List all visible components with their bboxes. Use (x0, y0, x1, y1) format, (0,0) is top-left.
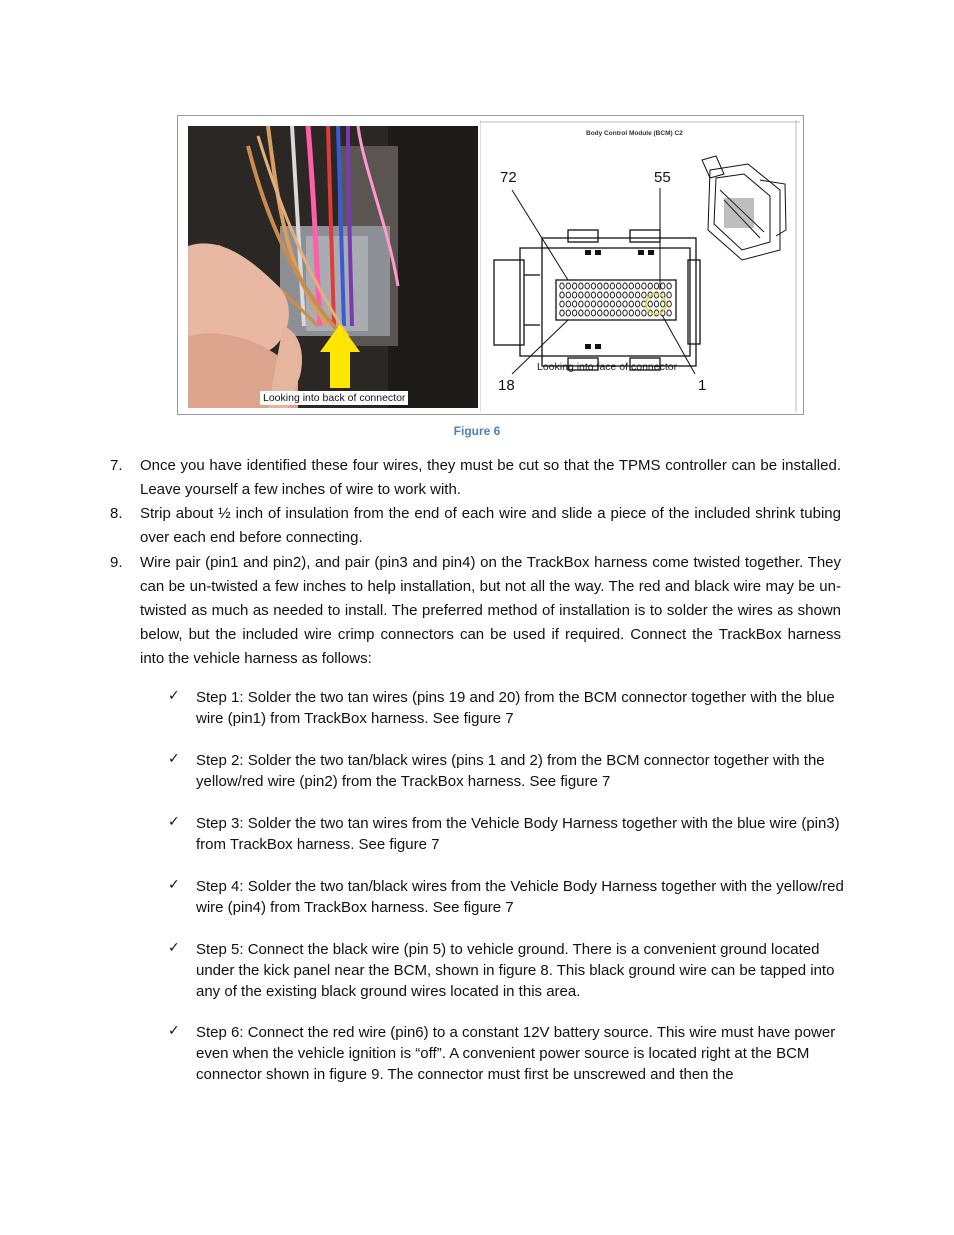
connector-pin (667, 310, 671, 316)
step-2 (168, 750, 844, 792)
connector-pin (661, 301, 665, 307)
connector-pin (585, 292, 589, 298)
connector-pin (572, 283, 576, 289)
step-4 (168, 876, 844, 918)
connector-pin (591, 310, 595, 316)
connector-pin (610, 301, 614, 307)
connector-pin (585, 301, 589, 307)
checkmark-icon: ✓ (168, 1023, 180, 1039)
connector-pin (598, 292, 602, 298)
list-item-8 (110, 502, 841, 550)
connector-pin (629, 310, 633, 316)
step-text: Step 5: Connect the black wire (pin 5) to vehicle ground. There is a convenient ground located under the kick panel near the BCM, shown in figure 8. This black ground wire can be tapped into any of the existing black ground wires located in this area. (196, 941, 835, 1000)
connector-pin (642, 292, 646, 298)
step-6 (168, 1022, 844, 1085)
connector-pin (648, 301, 652, 307)
item-text: Strip about ½ inch of insulation from the end of each wire and slide a piece of the included shrink tubing over each end before connecting. (140, 505, 841, 546)
figure-caption: Figure 6 (453, 424, 501, 438)
list-item-9 (110, 551, 841, 671)
connector-pin (629, 292, 633, 298)
step-text: Step 2: Solder the two tan/black wires (pins 1 and 2) from the BCM connector together with the yellow/red wire (pin2) from the TrackBox harness. See figure 7 (196, 752, 825, 790)
connector-pin (585, 310, 589, 316)
step-1 (168, 687, 844, 729)
connector-pin (654, 310, 658, 316)
connector-pin (629, 301, 633, 307)
connector-pin (648, 283, 652, 289)
connector-pin (654, 301, 658, 307)
list-item-7 (110, 454, 841, 502)
connector-pin (667, 283, 671, 289)
connector-pin (579, 283, 583, 289)
step-text: Step 4: Solder the two tan/black wires from the Vehicle Body Harness together with the yellow/red wire (pin4) from TrackBox harness. See figure 7 (196, 878, 844, 916)
checkmark-icon: ✓ (168, 877, 180, 893)
pin-label-1: 1 (698, 377, 707, 394)
connector-pin (591, 292, 595, 298)
connector-pin (617, 292, 621, 298)
connector-pin (635, 283, 639, 289)
connector-pin (604, 310, 608, 316)
connector-pin (635, 301, 639, 307)
connector-pin (560, 283, 564, 289)
checkmark-icon: ✓ (168, 751, 180, 767)
pin-grid (560, 283, 672, 316)
connector-pin (591, 301, 595, 307)
connector-pin (560, 310, 564, 316)
step-text: Step 1: Solder the two tan wires (pins 19 and 20) from the BCM connector together with the blue wire (pin1) from TrackBox harness. See figure 7 (196, 689, 835, 727)
connector-pin (566, 310, 570, 316)
checkmark-icon: ✓ (168, 688, 180, 704)
figure-6 (177, 115, 804, 415)
step-5 (168, 939, 844, 1002)
diagram-caption: Looking into face of connector (537, 361, 678, 373)
checkmark-icon: ✓ (168, 940, 180, 956)
connector-pin (604, 301, 608, 307)
step-text: Step 3: Solder the two tan wires from the Vehicle Body Harness together with the blue wire (pin3) from TrackBox harness. See figure 7 (196, 815, 840, 853)
connector-pin (642, 310, 646, 316)
connector-pin (629, 283, 633, 289)
pin-label-72: 72 (500, 169, 517, 186)
connector-pin (566, 283, 570, 289)
connector-pin (598, 283, 602, 289)
connector-pin (635, 292, 639, 298)
connector-pin (604, 283, 608, 289)
connector-pin (566, 301, 570, 307)
connector-pin (661, 283, 665, 289)
connector-pin (591, 283, 595, 289)
connector-pin (610, 283, 614, 289)
connector-pin (623, 301, 627, 307)
pin-label-18: 18 (498, 377, 515, 394)
connector-pin (654, 292, 658, 298)
item-text: Once you have identified these four wires, they must be cut so that the TPMS controller can be installed. Leave yourself a few inches of wire to work with. (140, 457, 841, 498)
bcm-connector-diagram (480, 120, 800, 412)
item-text: Wire pair (pin1 and pin2), and pair (pin3 and pin4) on the TrackBox harness come twisted together. They can be un-twisted a few inches to help installation, but not all the way. The red and black wire may be un-twisted as much as needed to install. The preferred method of installation is to solder the wires as shown below, but the included wire crimp connectors can be used if required. Connect the TrackBox harness into the vehicle harness as follows: (140, 554, 841, 667)
connector-pin (667, 292, 671, 298)
connector-pin (579, 301, 583, 307)
connector-pin (617, 301, 621, 307)
connector-pin (579, 292, 583, 298)
connector-pin (610, 292, 614, 298)
connector-pin (623, 292, 627, 298)
connector-pin (617, 283, 621, 289)
connector-pin (623, 283, 627, 289)
connector-pin (579, 310, 583, 316)
connector-pin (560, 301, 564, 307)
connector-pin (635, 310, 639, 316)
connector-pin (617, 310, 621, 316)
connector-pin (560, 292, 564, 298)
connector-pin (642, 283, 646, 289)
diagram-title: Body Control Module (BCM) C2 (586, 130, 683, 137)
connector-pin (604, 292, 608, 298)
connector-pin (598, 301, 602, 307)
step-text: Step 6: Connect the red wire (pin6) to a constant 12V battery source. This wire must have power even when the vehicle ignition is “off”. A convenient power source is located right at the BCM connector shown in figure 9. The connector must first be unscrewed and then the (196, 1024, 836, 1083)
connector-pin (572, 310, 576, 316)
connector-pin (585, 283, 589, 289)
checkmark-icon: ✓ (168, 814, 180, 830)
photo-caption: Looking into back of connector (260, 391, 408, 405)
connector-back-photo (188, 126, 478, 408)
connector-pin (623, 310, 627, 316)
connector-pin (654, 283, 658, 289)
connector-pin (598, 310, 602, 316)
connector-pin (572, 292, 576, 298)
connector-pin (610, 310, 614, 316)
item-number: 7. (110, 457, 123, 474)
step-3 (168, 813, 844, 855)
item-number: 8. (110, 505, 123, 522)
connector-pin (566, 292, 570, 298)
pin-label-55: 55 (654, 169, 671, 186)
connector-pin (572, 301, 576, 307)
item-number: 9. (110, 554, 123, 571)
connector-pin (667, 301, 671, 307)
